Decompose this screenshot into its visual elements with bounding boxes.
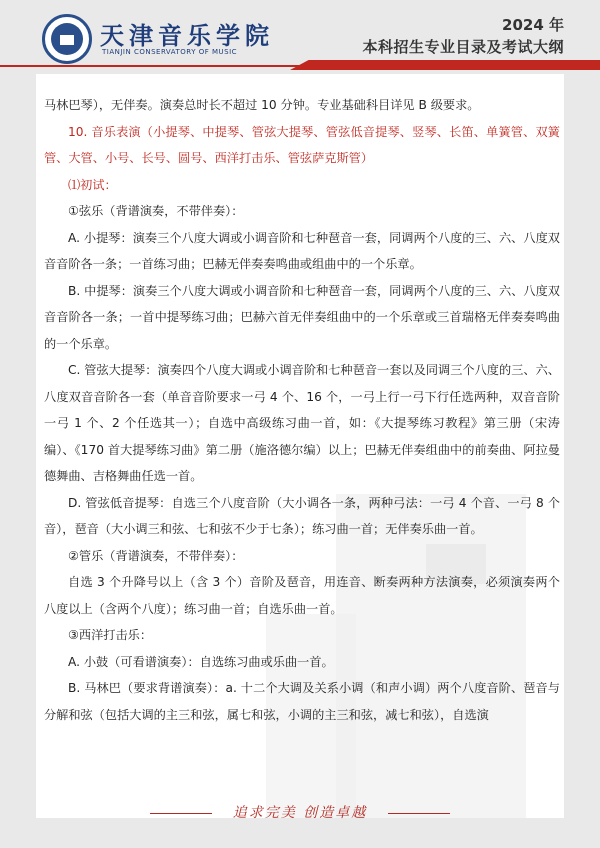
subsection-heading: ⑴初试： (68, 177, 117, 192)
paragraph: ①弦乐（背谱演奏，不带伴奏）： (68, 204, 244, 218)
paragraph: B. 马林巴（要求背谱演奏）：a. 十二个大调及关系小调（和声小调）两个八度音阶、琶音与分解和弦（包括大调的主三和弦，属七和弦，小调的主三和弦，减七和弦），自选演 (44, 681, 560, 722)
header-year: 2024 年 (502, 16, 564, 34)
school-name-cn: 天津音乐学院 (100, 21, 274, 50)
paragraph: A. 小鼓（可看谱演奏）：自选练习曲或乐曲一首。 (68, 654, 334, 669)
paragraph: 马林巴琴），无伴奏。演奏总时长不超过 10 分钟。专业基础科目详见 B 级要求。 (44, 98, 480, 112)
paragraph: ③西洋打击乐： (68, 628, 153, 642)
school-logo-icon (42, 14, 92, 64)
footer-slogan: 追求完美 创造卓越 (232, 805, 368, 821)
page-header (0, 0, 600, 72)
paragraph: ②管乐（背谱演奏，不带伴奏）： (68, 548, 244, 563)
paragraph: 自选 3 个升降号以上（含 3 个）音阶及琶音，用连音、断奏两种方法演奏，必须演奏两个八度以上（含两个八度）；练习曲一首；自选乐曲一首。 (44, 575, 560, 616)
document-body (44, 92, 560, 728)
paragraph: A. 小提琴：演奏三个八度大调或小调音阶和七种琶音一套，同调两个八度的三、六、八度双音音阶各一条；一首练习曲；巴赫无伴奏奏鸣曲或组曲中的一个乐章。 (44, 230, 560, 271)
paragraph: B. 中提琴：演奏三个八度大调或小调音阶和七种琶音一套，同调两个八度的三、六、八度双音音阶各一条；一首中提琴练习曲；巴赫六首无伴奏组曲中的一个乐章或三首瑞格无伴奏奏鸣曲的一个乐章。 (44, 283, 560, 351)
school-name-en: TIANJIN CONSERVATORY OF MUSIC (102, 48, 238, 56)
page-footer (0, 790, 600, 848)
header-doc-title: 本科招生专业目录及考试大纲 (362, 38, 564, 56)
paragraph: D. 管弦低音提琴：自选三个八度音阶（大小调各一条，两种弓法：一弓 4 个音、一弓 8 个音），琶音（大小调三和弦、七和弦不少于七条）；练习曲一首；无伴奏乐曲一首。 (44, 495, 560, 536)
paragraph: C. 管弦大提琴：演奏四个八度大调或小调音阶和七种琶音一套以及同调三个八度的三、六、八度双音音阶各一套（单音音阶要求一弓 4 个、16 个，一弓上行一弓下行任选两种，双音音阶一弓 1 个、2 个任选其一）；自选中高级练习曲一首，如：《大提琴练习教程》第三册（宋涛编）、《170 首大提琴练习曲》第二册（施洛德尔编）以上；巴赫无伴奏组曲中的前奏曲、阿拉曼德舞曲、吉格舞曲任选一首。 (44, 363, 560, 483)
header-red-band (290, 60, 600, 70)
header-red-line (0, 65, 300, 67)
content-card (36, 74, 564, 818)
section-heading: 10. 音乐表演（小提琴、中提琴、管弦大提琴、管弦低音提琴、竖琴、长笛、单簧管、双簧管、大管、小号、长号、圆号、西洋打击乐、管弦萨克斯管） (44, 124, 560, 165)
